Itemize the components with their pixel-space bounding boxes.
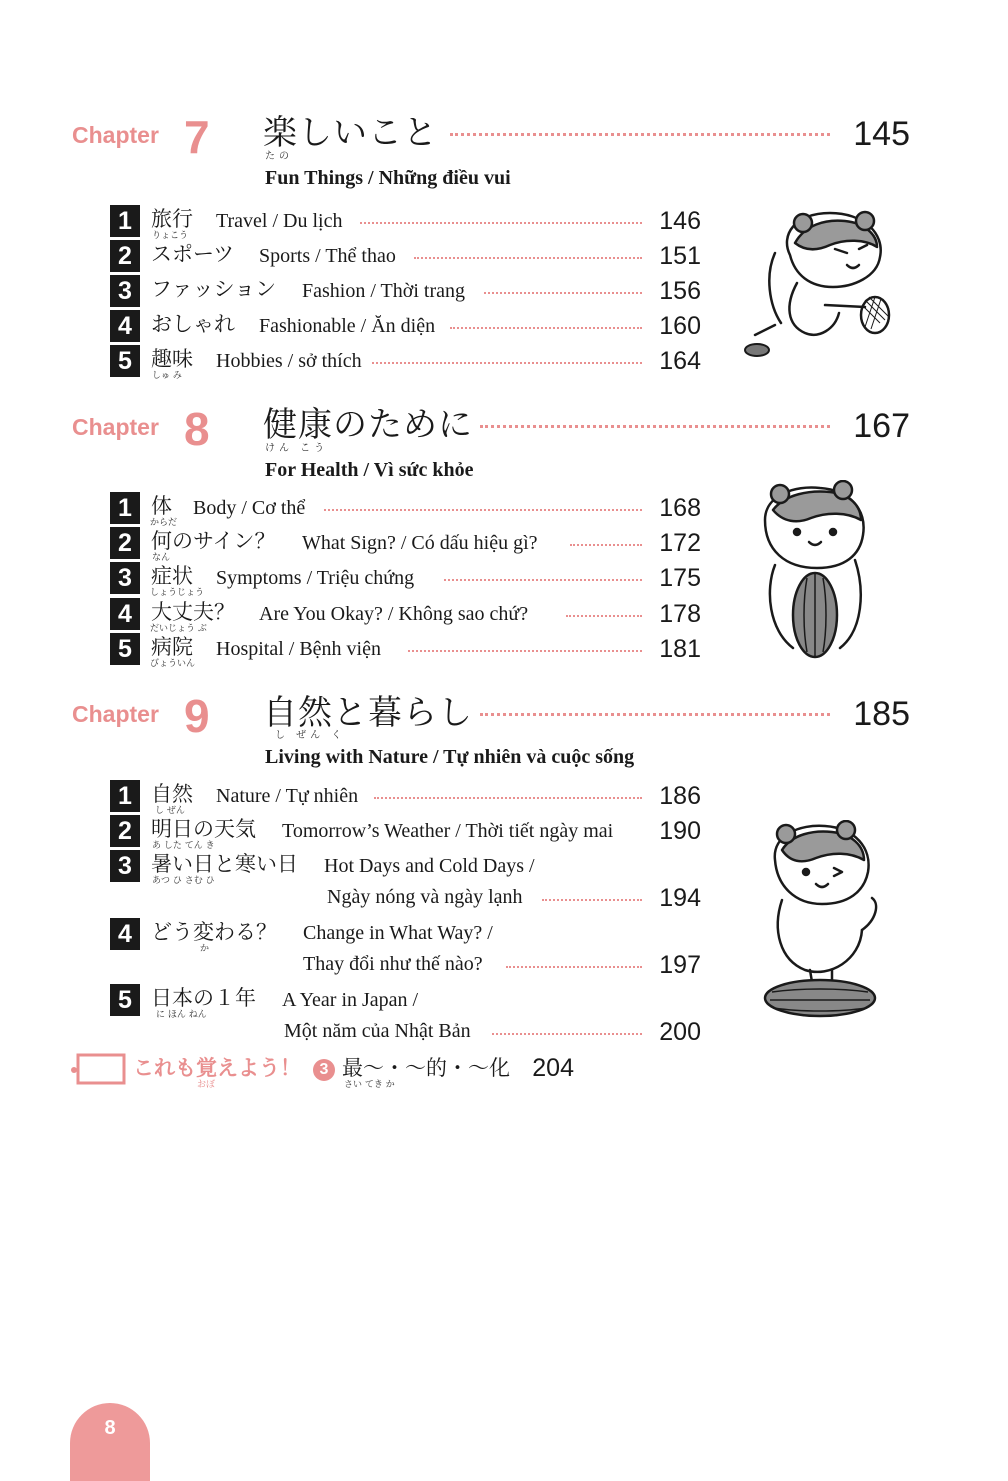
lesson-number: 4 — [110, 310, 140, 342]
chapter-subtitle: For Health / Vì sức khỏe — [265, 459, 474, 481]
chapter-title-ruby: たの — [265, 151, 293, 162]
leader-dots — [566, 615, 642, 617]
lesson-page: 164 — [659, 347, 701, 375]
lesson-jp: 体 — [151, 494, 172, 518]
lesson-en: A Year in Japan / — [282, 989, 419, 1011]
lesson-page: 168 — [659, 494, 701, 522]
lesson-number: 5 — [110, 984, 140, 1016]
sunflower-seed-icon — [745, 344, 769, 356]
lesson-ruby: びょういん — [150, 659, 196, 669]
lesson-ruby: し ぜん — [155, 806, 185, 816]
lesson-number: 3 — [110, 275, 140, 307]
leader-dots — [372, 362, 642, 364]
lesson-ruby: に ほん ねん — [156, 1010, 207, 1020]
lesson-jp: 大丈夫？ — [151, 600, 235, 624]
leader-dots — [570, 544, 642, 546]
lesson-number: 4 — [110, 918, 140, 950]
lesson-ruby: か — [200, 944, 210, 954]
lesson-en: Hot Days and Cold Days / — [324, 855, 535, 877]
lesson-ruby: しゅ み — [152, 371, 182, 381]
chapter-page: 145 — [853, 115, 910, 153]
leader-dots — [480, 713, 830, 716]
lesson-jp: 暑い日と寒い日 — [151, 852, 298, 876]
leader-dots — [506, 966, 642, 968]
extra-text-ruby: さい てき か — [344, 1080, 395, 1090]
lesson-en-line2: Thay đổi như thế nào? — [303, 953, 483, 975]
leader-dots — [450, 327, 642, 329]
lesson-en: Hospital / Bệnh viện — [216, 638, 381, 660]
lesson-number: 4 — [110, 598, 140, 630]
lesson-jp: 何のサイン？ — [151, 529, 276, 553]
lesson-en: What Sign? / Có dấu hiệu gì? — [302, 532, 538, 554]
lesson-number: 2 — [110, 240, 140, 272]
lesson-jp: 症状 — [151, 564, 193, 588]
chapter-number: 7 — [184, 111, 210, 163]
hamster-badminton-illustration — [735, 195, 905, 365]
tag-frame-icon — [68, 1052, 128, 1088]
hamster-sunflower-seed-hug-illustration — [755, 480, 875, 670]
extra-label: これも覚えよう！ — [133, 1056, 301, 1080]
lesson-number: 2 — [110, 527, 140, 559]
lesson-jp: 日本の１年 — [151, 986, 256, 1010]
lesson-en: Sports / Thể thao — [259, 245, 396, 267]
extra-page: 204 — [532, 1054, 574, 1082]
lesson-page: 175 — [659, 564, 701, 592]
chapter-number: 9 — [184, 690, 210, 742]
lesson-number: 3 — [110, 562, 140, 594]
lesson-page: 156 — [659, 277, 701, 305]
lesson-page: 186 — [659, 782, 701, 810]
lesson-en: Travel / Du lịch — [216, 210, 343, 232]
chapter-label: Chapter — [72, 414, 159, 440]
lesson-jp: どう変わる？ — [151, 920, 277, 944]
lesson-jp: おしゃれ — [151, 312, 235, 336]
leader-dots — [360, 222, 642, 224]
lesson-en: Tomorrow’s Weather / Thời tiết ngày mai — [282, 820, 614, 842]
lesson-ruby: りょこう — [152, 231, 189, 241]
leader-dots — [542, 899, 642, 901]
lesson-page: 146 — [659, 207, 701, 235]
extra-label-ruby: おぼ — [197, 1080, 216, 1090]
lesson-jp: 旅行 — [151, 207, 193, 231]
chapter-title: 健康のために — [263, 405, 473, 445]
chapter-title: 楽しいこと — [263, 113, 438, 153]
chapter-page: 167 — [853, 407, 910, 445]
chapter-label: Chapter — [72, 122, 159, 148]
lesson-number: 1 — [110, 780, 140, 812]
lesson-number: 2 — [110, 815, 140, 847]
lesson-en: Fashionable / Ăn diện — [259, 315, 436, 337]
chapter-label: Chapter — [72, 701, 159, 727]
lesson-en: Are You Okay? / Không sao chứ? — [259, 603, 529, 625]
chapter-title-ruby: し ぜん く — [275, 730, 346, 741]
chapter-subtitle: Fun Things / Những điều vui — [265, 167, 511, 189]
leader-dots — [374, 797, 642, 799]
lesson-en-line2: Ngày nóng và ngày lạnh — [327, 886, 523, 908]
page-number: 8 — [104, 1417, 116, 1439]
lesson-page: 197 — [659, 951, 701, 979]
extra-text: 最〜・〜的・〜化 — [342, 1056, 510, 1080]
lesson-ruby: からだ — [150, 518, 178, 528]
leader-dots — [450, 133, 830, 136]
lesson-ruby: しょうじょう — [150, 588, 205, 598]
lesson-number: 3 — [110, 850, 140, 882]
lesson-page: 194 — [659, 884, 701, 912]
leader-dots — [408, 650, 642, 652]
lesson-jp: スポーツ — [151, 242, 235, 266]
lesson-ruby: あ した てん き — [152, 841, 215, 851]
lesson-page: 160 — [659, 312, 701, 340]
lesson-page: 172 — [659, 529, 701, 557]
lesson-jp: 明日の天気 — [151, 817, 256, 841]
lesson-page: 190 — [659, 817, 701, 845]
lesson-page: 151 — [659, 242, 701, 270]
chapter-title: 自然と暮らし — [263, 693, 473, 733]
chapter-title-ruby: けん こう — [265, 443, 329, 454]
lesson-page: 200 — [659, 1018, 701, 1046]
lesson-jp: 自然 — [151, 782, 193, 806]
lesson-jp: ファッション — [151, 277, 277, 301]
circle-number-badge: 3 — [313, 1059, 335, 1081]
leader-dots — [444, 579, 642, 581]
lesson-en: Hobbies / sở thích — [216, 350, 362, 372]
chapter-number: 8 — [184, 403, 210, 455]
leader-dots — [484, 292, 642, 294]
lesson-jp: 病院 — [151, 635, 193, 659]
lesson-number: 1 — [110, 492, 140, 524]
lesson-en: Nature / Tự nhiên — [216, 785, 359, 807]
lesson-ruby: なん — [152, 553, 171, 563]
leader-dots — [324, 509, 642, 511]
hamster-on-seed-illustration — [750, 820, 890, 1030]
lesson-ruby: だいじょう ぶ — [150, 624, 207, 634]
lesson-en: Change in What Way? / — [303, 922, 493, 944]
lesson-page: 181 — [659, 635, 701, 663]
lesson-number: 1 — [110, 205, 140, 237]
lesson-en: Fashion / Thời trang — [302, 280, 465, 302]
lesson-en: Symptoms / Triệu chứng — [216, 567, 415, 589]
lesson-number: 5 — [110, 633, 140, 665]
leader-dots — [492, 1033, 642, 1035]
leader-dots — [414, 257, 642, 259]
lesson-page: 178 — [659, 600, 701, 628]
leader-dots — [480, 425, 830, 428]
lesson-en: Body / Cơ thể — [193, 497, 306, 519]
chapter-page: 185 — [853, 695, 910, 733]
lesson-en-line2: Một năm của Nhật Bản — [284, 1020, 471, 1042]
lesson-number: 5 — [110, 345, 140, 377]
page-number-tab — [70, 1403, 150, 1481]
lesson-jp: 趣味 — [151, 347, 193, 371]
chapter-subtitle: Living with Nature / Tự nhiên và cuộc sống — [265, 746, 635, 768]
lesson-ruby: あつ ひ さむ ひ — [152, 876, 215, 886]
